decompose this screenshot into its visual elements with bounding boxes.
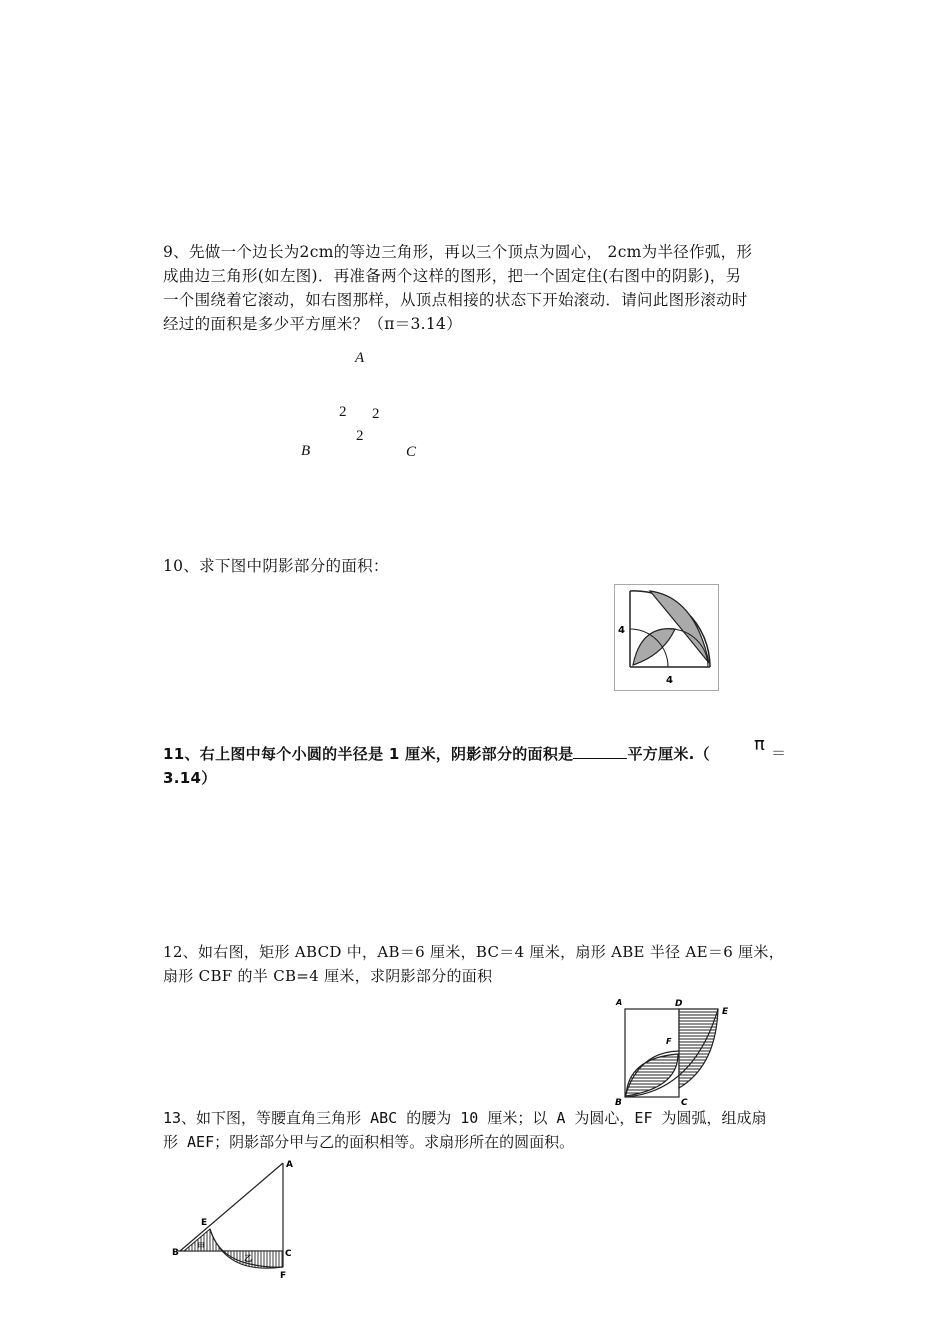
q10-text: 10、求下图中阴影部分的面积： (163, 557, 389, 575)
label-c: C (285, 1249, 292, 1259)
vertex-a-label: A (355, 350, 365, 366)
vertex-c-label: C (406, 444, 417, 460)
q11-pi-symbol: π (754, 734, 765, 755)
q13-line-2: 形 AEF；阴影部分甲与乙的面积相等。求扇形所在的圆面积。 (163, 1133, 575, 1151)
side-left-label: 4 (618, 625, 625, 636)
q9-line-2: 成曲边三角形(如左图)．再准备两个这样的图形，把一个固定住(右图中的阴影)，另 (163, 267, 742, 285)
label-b: B (615, 1098, 622, 1106)
q11-text (163, 742, 803, 766)
label-a: A (616, 998, 623, 1007)
q13-text (163, 1106, 813, 1154)
side-label-3: 2 (356, 428, 364, 444)
q13-figure (170, 1155, 300, 1280)
shaded-region-bottom (626, 1054, 678, 1096)
q11-line2: 3.14） (163, 769, 217, 787)
q9-line-4: 经过的面积是多少平方厘米？（π＝3.14） (163, 315, 462, 333)
q12-figure (608, 996, 738, 1106)
label-jia: 甲 (197, 1242, 205, 1251)
vertex-b-label: B (301, 443, 311, 459)
q11-line1-post: 平方厘米.（ (627, 745, 710, 763)
side-label-2: 2 (372, 406, 380, 422)
shaded-region-top (650, 591, 709, 663)
shaded-region-yi (222, 1251, 283, 1268)
label-a: A (286, 1160, 293, 1170)
q9-line-3: 一个围绕着它滚动，如右图那样，从顶点相接的状态下开始滚动．请问此图形滚动时 (163, 291, 748, 309)
side-bottom-label: 4 (666, 675, 673, 686)
shaded-region-bottom (633, 629, 675, 665)
label-d: D (675, 999, 683, 1009)
q11-equals: ＝ (771, 744, 787, 762)
label-f: F (280, 1271, 287, 1280)
q12-diagram (608, 996, 738, 1106)
label-yi: 乙 (244, 1254, 252, 1263)
shaded-region-right (679, 1009, 718, 1088)
q13-line-1: 13、如下图，等腰直角三角形 ABC 的腰为 10 厘米；以 A 为圆心，EF 为圆弧，组成扇 (163, 1109, 767, 1127)
q12-line-1: 12、如右图，矩形 ABCD 中，AB＝6 厘米，BC＝4 厘米，扇形 ABE 半径 AE＝6 厘米， (163, 943, 785, 961)
label-e: E (201, 1218, 208, 1228)
label-e: E (722, 1007, 729, 1017)
q12-line-2: 扇形 CBF 的半 CB=4 厘米，求阴影部分的面积 (163, 967, 493, 985)
q13-diagram (170, 1155, 300, 1280)
label-b: B (172, 1248, 179, 1258)
q11-line1-pre: 11、右上图中每个小圆的半径是 1 厘米，阴影部分的面积是 (163, 745, 574, 763)
q12-text (163, 940, 813, 988)
q10-figure (614, 584, 719, 691)
q10-diagram (615, 585, 718, 690)
q9-line-1: 9、先做一个边长为2cm的等边三角形，再以三个顶点为圆心， 2cm为半径作弧，形 (163, 243, 753, 261)
label-c: C (681, 1098, 688, 1106)
label-f: F (666, 1037, 672, 1046)
q9-text (163, 240, 803, 336)
side-label-1: 2 (339, 404, 347, 420)
answer-blank (573, 742, 627, 759)
